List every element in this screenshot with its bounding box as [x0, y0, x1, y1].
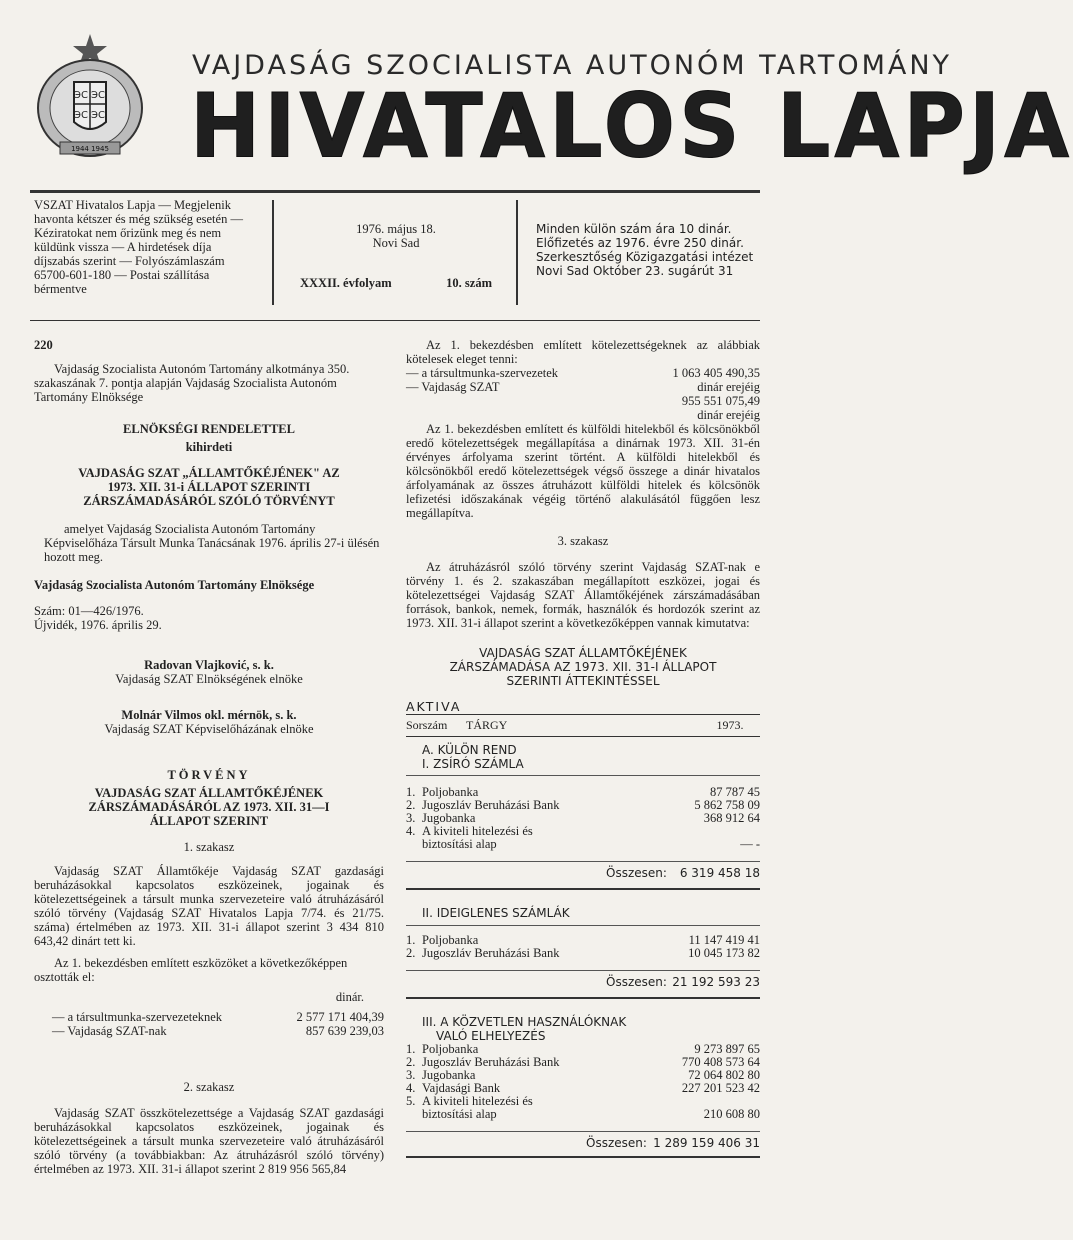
- row-number: 2.: [406, 1055, 416, 1069]
- section-1-paragraph-2: Az 1. bekezdésben említett eszközöket a következőképpen osztották el:: [34, 956, 348, 984]
- subtotal-label: Összesen:: [586, 1136, 647, 1150]
- row-number: 1.: [406, 785, 416, 799]
- row-label: Jugobanka: [422, 1068, 476, 1082]
- section-2-text: Vajdaság SZAT összkötelezettsége a Vajdaság SZAT gazdasági beruházásokkal kapcsolatos eszközeinek, jogainak és kötelezettségeinek a társult munka szervezeteire való átruházásáról szóló törvény (a továbbiakban: Az átruházásról szóló törvény) értelmében az 1973. XII. 31-i állapot szerint 2 819 956 565,84: [34, 1106, 384, 1176]
- obligation-unit: dinár erejéig: [697, 380, 760, 394]
- unit-label: dinár.: [335, 990, 364, 1004]
- giro-account-list: [406, 786, 760, 851]
- row-number: 4.: [406, 1081, 416, 1095]
- row-label: Poljobanka: [422, 1042, 479, 1056]
- svg-text:ЭС: ЭС: [91, 90, 105, 101]
- obligation-label: — Vajdaság SZAT: [406, 380, 500, 394]
- signatory-2-role: Vajdaság SZAT Képviselőházának elnöke: [104, 722, 314, 736]
- allocation-row: [34, 1010, 384, 1024]
- table-row: [406, 838, 760, 851]
- row-value: 11 147 419 41: [688, 933, 760, 947]
- allocation-row: [34, 1024, 384, 1038]
- table-header: [406, 718, 760, 732]
- section-a-heading: A. KÜLÖN REND: [422, 743, 517, 757]
- row-label: A kiviteli hitelezési és: [422, 824, 533, 838]
- row-value: — -: [740, 837, 760, 851]
- row-label: A kiviteli hitelezési és: [422, 1094, 533, 1108]
- row-value: 10 045 173 82: [688, 946, 760, 960]
- section-1-heading: 1. szakasz: [183, 840, 235, 854]
- issue-place: Novi Sad: [372, 236, 420, 250]
- section-3-heading: 3. szakasz: [557, 534, 609, 548]
- allocation-value: 857 639 239,03: [305, 1024, 384, 1038]
- issue-number: 10. szám: [446, 276, 492, 290]
- coat-of-arms-emblem: [30, 30, 150, 165]
- row-label: Jugobanka: [422, 811, 476, 825]
- allocation-label: — Vajdaság SZAT-nak: [52, 1024, 167, 1038]
- section-1-text: Vajdaság SZAT Államtőkéje Vajdaság SZAT gazdasági beruházásokkal kapcsolatos eszközeinek, jogainak és kötelezettségeinek a társult munka szervezeteire való átruházásáról szóló törvény (Vajdaság SZAT Hivatalos Lapja 7/74. és 21/75. száma) értelmében az 1973. XII. 31-i állapot szerint 3 434 810 643,42 dinárt tett ki.: [34, 864, 384, 948]
- table-row: [406, 1108, 760, 1121]
- row-number: 1.: [406, 1042, 416, 1056]
- row-number: 2.: [406, 946, 416, 960]
- law-heading: TÖRVÉNY: [167, 768, 251, 782]
- section-2-heading: 2. szakasz: [183, 1080, 235, 1094]
- obligation-label: — a társultmunka-szervezetek: [406, 366, 559, 380]
- signatory-2-name: Molnár Vilmos okl. mérnök, s. k.: [121, 708, 297, 722]
- price-info: Minden külön szám ára 10 dinár. Előfizetés az 1976. évre 250 dinár. Szerkesztőség Közigazgatási intézet Novi Sad Október 23. sugárút 31: [536, 222, 754, 278]
- intro-paragraph: Vajdaság Szocialista Autonóm Tartomány alkotmánya 350. szakaszának 7. pontja alapján Vajdaság Szocialista Autonóm Tartomány Elnöksége: [34, 362, 350, 404]
- row-number: 5.: [406, 1094, 416, 1108]
- column-header-subject: TÁRGY: [466, 718, 508, 732]
- subtotal-value: 6 319 458 18: [679, 866, 760, 880]
- right-column: [406, 338, 760, 1158]
- row-value: 9 273 897 65: [694, 1042, 760, 1056]
- allocation-label: — a társultmunka-szervezeteknek: [52, 1010, 223, 1024]
- signatory-1-name: Radovan Vlajković, s. k.: [144, 658, 274, 672]
- row-label: Poljobanka: [422, 785, 479, 799]
- subtotal-row: [406, 866, 760, 880]
- row-label: Jugoszláv Beruházási Bank: [422, 946, 560, 960]
- section-iii-heading: III. A KÖZVETLEN HASZNÁLÓKNAK: [422, 1015, 627, 1029]
- row-label: biztosítási alap: [422, 1107, 497, 1121]
- allocation-value: 2 577 171 404,39: [296, 1010, 384, 1024]
- obligation-row: [406, 366, 760, 380]
- direct-user-list: [406, 1043, 760, 1121]
- info-divider-1: [272, 200, 274, 305]
- obligations-intro: Az 1. bekezdésben említett kötelezettségeknek az alábbiak kötelesek eleget tenni:: [406, 338, 760, 366]
- law-heading-subtitle: VAJDASÁG SZAT ÁLLAMTŐKÉJÉNEK ZÁRSZÁMADÁSÁRÓL AZ 1973. XII. 31—I ÁLLAPOT SZERINT: [88, 786, 330, 828]
- svg-text:ЭС: ЭС: [74, 110, 88, 121]
- row-value: 770 408 573 64: [681, 1055, 760, 1069]
- section-3-text: Az átruházásról szóló törvény szerint Vajdaság SZAT-nak e törvény 1. és 2. szakaszában megállapított eszközei, jogai és kötelezettségei Vajdaság SZAT Államtőkéjének zárszámadásában források, bankok, nemek, formák, használók és hordozók szerint az 1973. XII. 31-i állapot szerint a következőképpen vannak kimutatva:: [406, 560, 760, 630]
- row-number: 2.: [406, 798, 416, 812]
- row-label: Jugoszláv Beruházási Bank: [422, 798, 560, 812]
- row-label: Vajdasági Bank: [422, 1081, 501, 1095]
- svg-text:ЭС: ЭС: [91, 110, 105, 121]
- row-value: 87 787 45: [710, 785, 760, 799]
- row-value: 210 608 80: [703, 1107, 760, 1121]
- row-number: [406, 1108, 422, 1121]
- decree-title: ELNÖKSÉGI RENDELETTEL: [123, 422, 295, 436]
- row-number: 4.: [406, 824, 416, 838]
- adoption-paragraph: amelyet Vajdaság Szocialista Autonóm Tartomány Képviselőháza Társult Munka Tanácsának 1976. április 27-i ülésén hozott meg.: [44, 522, 380, 564]
- column-header-number: Sorszám: [406, 718, 448, 732]
- obligation-value: 955 551 075,49: [681, 394, 760, 408]
- decree-subtitle: kihirdeti: [185, 440, 233, 454]
- info-rule: [30, 320, 760, 321]
- section-iii-heading-2: VALÓ ELHELYEZÉS: [436, 1029, 546, 1043]
- page-number: 220: [34, 338, 53, 352]
- row-label: Jugoszláv Beruházási Bank: [422, 1055, 560, 1069]
- header-rule: [30, 190, 760, 193]
- column-header-year: 1973.: [716, 718, 744, 732]
- subtotal-label: Összesen:: [606, 975, 667, 989]
- row-value: 72 064 802 80: [688, 1068, 760, 1082]
- left-column: [34, 338, 384, 1176]
- section-ii-heading: II. IDEIGLENES SZÁMLÁK: [422, 906, 570, 920]
- journal-title: HIVATALOS LAPJA: [190, 74, 1073, 178]
- volume: XXXII. évfolyam: [300, 276, 392, 290]
- subtotal-row: [406, 1136, 760, 1150]
- aktiva-label: AKTIVA: [406, 699, 462, 714]
- obligation-value: 1 063 405 490,35: [672, 366, 760, 380]
- row-value: 368 912 64: [703, 811, 760, 825]
- presidency: Vajdaság Szocialista Autonóm Tartomány Elnöksége: [34, 578, 315, 592]
- subtotal-value: 1 289 159 406 31: [653, 1136, 760, 1150]
- emblem-years: 1944 1945: [71, 145, 109, 153]
- row-value: 5 862 758 09: [694, 798, 760, 812]
- issue-date: 1976. május 18.: [356, 222, 436, 236]
- reference-place-date: Újvidék, 1976. április 29.: [34, 618, 162, 632]
- section-i-heading: I. ZSÍRÓ SZÁMLA: [422, 757, 524, 771]
- publication-info: VSZAT Hivatalos Lapja — Megjelenik havonta kétszer és még szükség esetén — Kéziratokat nem őrizünk meg és nem küldünk vissza — A hirdetések díja díjszabás szerint — Folyószámlaszám 65700-601-180 — Postai szállítása bérmentve: [34, 198, 243, 296]
- subtotal-value: 21 192 593 23: [672, 975, 760, 989]
- issue-info: [286, 222, 506, 290]
- signatory-1-role: Vajdaság SZAT Elnökségének elnöke: [115, 672, 303, 686]
- obligation-row: [406, 380, 760, 394]
- row-number: 3.: [406, 1068, 416, 1082]
- table-row: [406, 947, 760, 960]
- obligation-unit: dinár erejéig: [697, 408, 760, 422]
- temporary-account-list: [406, 934, 760, 960]
- publisher-line: VAJDASÁG SZOCIALISTA AUTONÓM TARTOMÁNY: [192, 50, 953, 81]
- row-number: 1.: [406, 933, 416, 947]
- svg-text:ЭС: ЭС: [74, 90, 88, 101]
- subtotal-row: [406, 975, 760, 989]
- info-divider-2: [516, 200, 518, 305]
- table-title: VAJDASÁG SZAT ÁLLAMTŐKÉJÉNEK ZÁRSZÁMADÁSA AZ 1973. XII. 31-I ÁLLAPOT SZERINTI ÁTTEKINTÉSSEL: [449, 646, 717, 688]
- row-label: Poljobanka: [422, 933, 479, 947]
- row-label: biztosítási alap: [422, 837, 497, 851]
- law-title: VAJDASÁG SZAT „ÁLLAMTŐKÉJÉNEK" AZ 1973. XII. 31-i ÁLLAPOT SZERINTI ZÁRSZÁMADÁSÁRÓL SZÓLÓ TÖRVÉNYT: [78, 466, 340, 508]
- reference-number: Szám: 01—426/1976.: [34, 604, 144, 618]
- row-number: [406, 838, 422, 851]
- row-number: 3.: [406, 811, 416, 825]
- exchange-rate-paragraph: Az 1. bekezdésben említett és külföldi hitelekből és kölcsönökből eredő kötelezettségek megállapítása a dinárnak 1973. XII. 31-én érvényes árfolyama szerint történt. A külföldi hitelekből és kölcsönökből eredő kötelezettségek végső összege a dinár hivatalos árfolyamának az összes átruházott külföldi hitelek és kölcsönök lefizetési időszakának végéig történő alakulásától függően lesz megállapítva.: [406, 422, 760, 520]
- row-value: 227 201 523 42: [681, 1081, 760, 1095]
- subtotal-label: Összesen:: [606, 866, 667, 880]
